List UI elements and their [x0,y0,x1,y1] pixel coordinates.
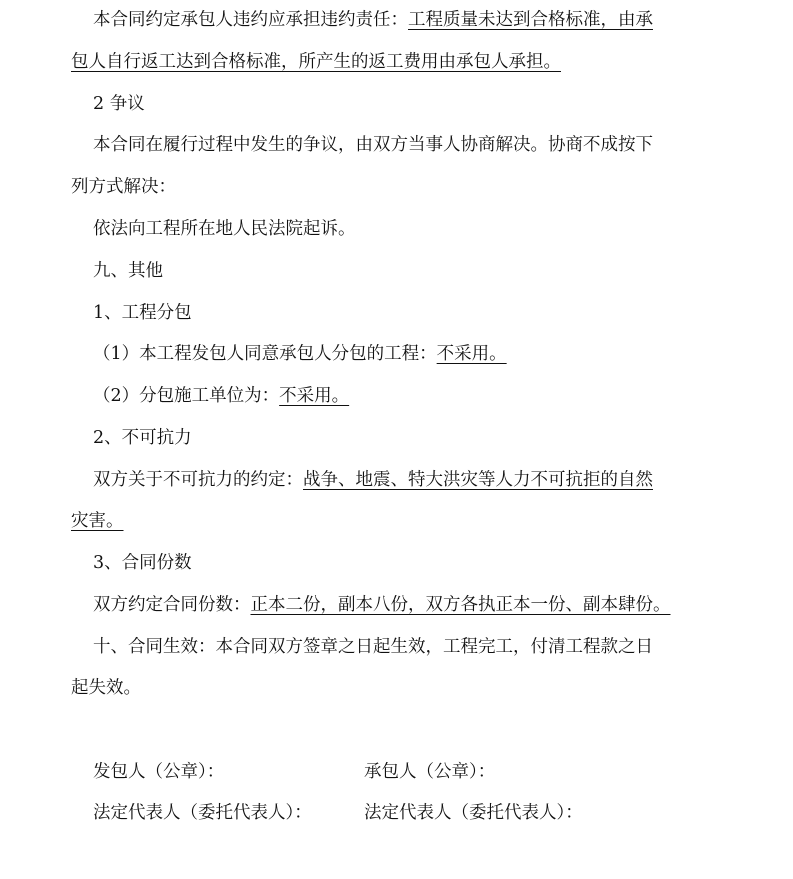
dispute-heading: 2 争议 [93,94,145,114]
dispute-text-line-2: 列方式解决： [71,177,176,197]
force-majeure-value-part1: 战争、地震、特大洪灾等人力不可抗拒的自然 [303,470,653,490]
subcontract-item-1-label: （1）本工程发包人同意承包人分包的工程： [93,344,437,364]
breach-line-2 [71,51,561,75]
employer-seal-label: 发包人（公章）： [93,762,225,782]
breach-line-1 [93,9,653,33]
dispute-resolution: 依法向工程所在地人民法院起诉。 [93,219,356,239]
subcontract-item-2-label: （2）分包施工单位为： [93,386,280,406]
force-majeure-heading: 2、不可抗力 [93,428,192,448]
contractor-representative-label: 法定代表人（委托代表人）： [364,803,583,823]
dispute-text-line-1: 本合同在履行过程中发生的争议，由双方当事人协商解决。协商不成按下 [93,135,653,155]
breach-value-part2: 包人自行返工达到合格标准，所产生的返工费用由承包人承担。 [71,52,561,72]
subcontract-item-1-value: 不采用。 [436,344,507,364]
effectiveness-line-2: 起失效。 [71,678,141,698]
subcontract-item-2-value: 不采用。 [279,386,350,406]
effectiveness-line-1: 十、合同生效：本合同双方签章之日起生效，工程完工，付清工程款之日 [93,637,653,657]
contractor-seal-label: 承包人（公章）： [364,762,496,782]
force-majeure-value-part2: 灾害。 [71,511,124,531]
subcontract-item-2 [93,385,349,409]
subcontract-heading: 1、工程分包 [93,303,192,323]
section-9-heading: 九、其他 [93,261,163,281]
force-majeure-line-1 [93,469,653,493]
force-majeure-label: 双方关于不可抗力的约定： [93,470,303,490]
copies-heading: 3、合同份数 [93,553,192,573]
breach-value-part1: 工程质量未达到合格标准，由承 [408,10,653,30]
force-majeure-line-2 [71,510,124,534]
breach-prefix: 本合同约定承包人违约应承担违约责任： [93,10,408,30]
copies-label: 双方约定合同份数： [93,595,251,615]
copies-line [93,594,671,618]
copies-value: 正本二份，副本八份，双方各执正本一份、副本肆份。 [250,595,671,615]
subcontract-item-1 [93,343,507,367]
employer-representative-label: 法定代表人（委托代表人）： [93,803,312,823]
